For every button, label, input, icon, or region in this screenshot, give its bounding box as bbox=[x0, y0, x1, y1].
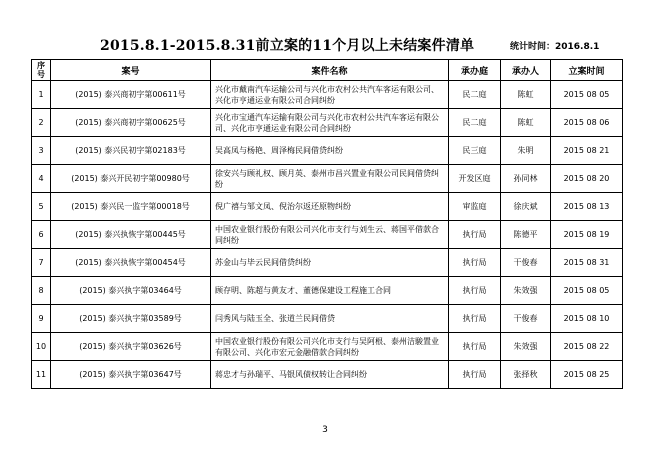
case-table bbox=[31, 59, 623, 389]
cell-filing-date: 2015 08 05 bbox=[551, 81, 623, 109]
table-row bbox=[32, 333, 623, 361]
cell-case-name: 蒋忠才与孙瑞平、马银风债权转让合同纠纷 bbox=[211, 361, 449, 389]
header-court: 承办庭 bbox=[449, 60, 501, 81]
cell-judge: 朱明 bbox=[501, 137, 551, 165]
table-row bbox=[32, 109, 623, 137]
cell-filing-date: 2015 08 22 bbox=[551, 333, 623, 361]
cell-judge: 孙同林 bbox=[501, 165, 551, 193]
cell-filing-date: 2015 08 10 bbox=[551, 305, 623, 333]
cell-filing-date: 2015 08 05 bbox=[551, 277, 623, 305]
cell-case-name: 倪广禧与邹文凤、倪治尔返还原物纠纷 bbox=[211, 193, 449, 221]
cell-filing-date: 2015 08 31 bbox=[551, 249, 623, 277]
cell-court: 执行局 bbox=[449, 277, 501, 305]
cell-judge: 干俊春 bbox=[501, 305, 551, 333]
header-no: 序号 bbox=[32, 60, 51, 81]
cell-no: 1 bbox=[32, 81, 51, 109]
cell-filing-date: 2015 08 20 bbox=[551, 165, 623, 193]
cell-no: 7 bbox=[32, 249, 51, 277]
page-title: 2015.8.1-2015.8.31前立案的11个月以上未结案件清单 bbox=[100, 38, 475, 54]
cell-court: 执行局 bbox=[449, 249, 501, 277]
stat-time: 统计时间：2016.8.1 bbox=[510, 42, 600, 52]
table-row bbox=[32, 361, 623, 389]
header-judge: 承办人 bbox=[501, 60, 551, 81]
cell-court: 审监庭 bbox=[449, 193, 501, 221]
cell-court: 民二庭 bbox=[449, 109, 501, 137]
cell-case-number: (2015) 泰兴执字第03589号 bbox=[51, 305, 211, 333]
cell-filing-date: 2015 08 19 bbox=[551, 221, 623, 249]
cell-case-number: (2015) 泰兴执恢字第00445号 bbox=[51, 221, 211, 249]
cell-case-number: (2015) 泰兴商初字第00625号 bbox=[51, 109, 211, 137]
table-header-row bbox=[32, 60, 623, 81]
table-row bbox=[32, 221, 623, 249]
cell-court: 执行局 bbox=[449, 221, 501, 249]
cell-case-number: (2015) 泰兴民一监字第00018号 bbox=[51, 193, 211, 221]
cell-judge: 陈德平 bbox=[501, 221, 551, 249]
cell-court: 执行局 bbox=[449, 361, 501, 389]
cell-court: 执行局 bbox=[449, 305, 501, 333]
cell-case-number: (2015) 泰兴开民初字第00980号 bbox=[51, 165, 211, 193]
cell-no: 2 bbox=[32, 109, 51, 137]
cell-no: 5 bbox=[32, 193, 51, 221]
cell-case-name: 苏金山与毕云民间借贷纠纷 bbox=[211, 249, 449, 277]
cell-no: 4 bbox=[32, 165, 51, 193]
cell-no: 10 bbox=[32, 333, 51, 361]
cell-filing-date: 2015 08 06 bbox=[551, 109, 623, 137]
cell-case-name: 兴化市宝通汽车运输有限公司与兴化市农村公共汽车客运有限公司、兴化市亨通运业有限公司合同纠纷 bbox=[211, 109, 449, 137]
cell-court: 开发区庭 bbox=[449, 165, 501, 193]
cell-judge: 张择秋 bbox=[501, 361, 551, 389]
cell-no: 11 bbox=[32, 361, 51, 389]
cell-case-number: (2015) 泰兴执字第03647号 bbox=[51, 361, 211, 389]
cell-filing-date: 2015 08 21 bbox=[551, 137, 623, 165]
table-row bbox=[32, 165, 623, 193]
cell-case-number: (2015) 泰兴执字第03626号 bbox=[51, 333, 211, 361]
cell-no: 8 bbox=[32, 277, 51, 305]
cell-court: 执行局 bbox=[449, 333, 501, 361]
cell-judge: 陈虹 bbox=[501, 109, 551, 137]
table-row bbox=[32, 193, 623, 221]
table-row bbox=[32, 137, 623, 165]
cell-court: 民二庭 bbox=[449, 81, 501, 109]
cell-judge: 朱效强 bbox=[501, 333, 551, 361]
cell-case-name: 兴化市戴南汽车运输公司与兴化市农村公共汽车客运有限公司、兴化市亨通运业有限公司合同纠纷 bbox=[211, 81, 449, 109]
cell-no: 6 bbox=[32, 221, 51, 249]
cell-judge: 陈虹 bbox=[501, 81, 551, 109]
cell-no: 9 bbox=[32, 305, 51, 333]
cell-case-name: 吴高凤与杨艳、周泽梅民间借贷纠纷 bbox=[211, 137, 449, 165]
header-case-name: 案件名称 bbox=[211, 60, 449, 81]
cell-filing-date: 2015 08 25 bbox=[551, 361, 623, 389]
cell-case-name: 闫秀风与陆玉全、张道兰民间借贷 bbox=[211, 305, 449, 333]
cell-case-name: 中国农业银行股份有限公司兴化市支行与刘生云、蒋国平借款合同纠纷 bbox=[211, 221, 449, 249]
header-filing-date: 立案时间 bbox=[551, 60, 623, 81]
header-case-number: 案号 bbox=[51, 60, 211, 81]
cell-case-number: (2015) 泰兴民初字第02183号 bbox=[51, 137, 211, 165]
cell-judge: 徐庆斌 bbox=[501, 193, 551, 221]
cell-no: 3 bbox=[32, 137, 51, 165]
table-row bbox=[32, 277, 623, 305]
table-row bbox=[32, 249, 623, 277]
cell-case-name: 徐安兴与顾礼权、顾月英、泰州市昌兴置业有限公司民间借贷纠纷 bbox=[211, 165, 449, 193]
cell-judge: 朱效强 bbox=[501, 277, 551, 305]
cell-court: 民三庭 bbox=[449, 137, 501, 165]
cell-case-number: (2015) 泰兴商初字第00611号 bbox=[51, 81, 211, 109]
table-row bbox=[32, 81, 623, 109]
cell-case-number: (2015) 泰兴执字第03464号 bbox=[51, 277, 211, 305]
cell-case-name: 顾存明、陈超与黄友才、董德保建设工程施工合同 bbox=[211, 277, 449, 305]
page-number: 3 bbox=[322, 425, 328, 435]
cell-filing-date: 2015 08 13 bbox=[551, 193, 623, 221]
table-row bbox=[32, 305, 623, 333]
cell-judge: 干俊春 bbox=[501, 249, 551, 277]
cell-case-name: 中国农业银行股份有限公司兴化市支行与吴阿根、泰州洁駿置业有限公司、兴化市宏元金融借款合同纠纷 bbox=[211, 333, 449, 361]
cell-case-number: (2015) 泰兴执恢字第00454号 bbox=[51, 249, 211, 277]
